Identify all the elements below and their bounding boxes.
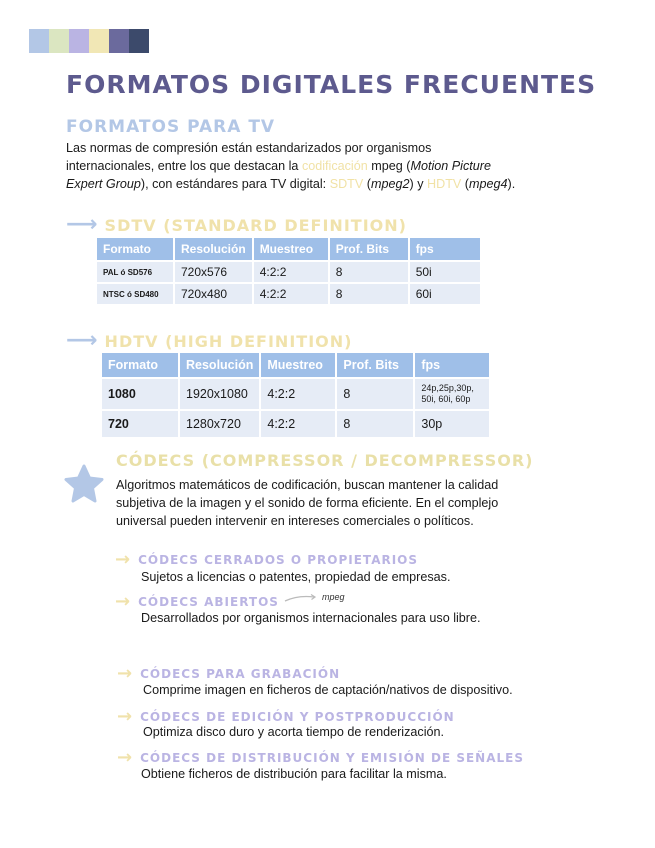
- codecs-heading: CÓDECS (COMPRESSOR / DECOMPRESSOR): [116, 451, 534, 470]
- codec-item-title: → CÓDECS DE EDICIÓN Y POSTPRODUCCIÓN: [117, 706, 455, 727]
- table-cell: 8: [329, 283, 409, 304]
- arrow-right-icon: ⟶: [66, 212, 99, 237]
- arrow-right-icon: →: [117, 747, 134, 768]
- codec-item-title: → CÓDECS PARA GRABACIÓN: [117, 663, 341, 684]
- table-cell: 8: [336, 410, 414, 437]
- highlight-sdtv: SDTV: [329, 177, 364, 191]
- table-cell: 720: [102, 410, 179, 437]
- tv-line-2: internacionales, entre los que destacan la codificación mpeg (Motion Picture: [66, 159, 491, 173]
- table-cell: 50i: [409, 261, 481, 283]
- sdtv-heading: [66, 214, 407, 236]
- codec-item-desc: Sujetos a licencias o patentes, propiedad de empresas.: [141, 570, 451, 584]
- codec-item-title: → CÓDECS CERRADOS O PROPIETARIOS: [115, 549, 419, 570]
- codec-item-desc: Desarrollados por organismos internacionales para uso libre.: [141, 611, 481, 625]
- table-cell: 1280x720: [179, 410, 260, 437]
- hdtv-table: [102, 353, 491, 437]
- table-cell: 24p,25p,30p, 50i, 60i, 60p: [414, 378, 490, 410]
- codecs-line-3: universal pueden intervenir en intereses comerciales o políticos.: [116, 514, 474, 528]
- arrow-right-icon: →: [115, 591, 132, 612]
- table-header: Prof. Bits: [336, 353, 414, 378]
- arrow-right-icon: →: [117, 706, 134, 727]
- codec-item-desc: Comprime imagen en ficheros de captación/nativos de dispositivo.: [143, 683, 513, 697]
- table-row: [102, 410, 490, 437]
- tv-line-1: Las normas de compresión están estandarizados por organismos: [66, 141, 432, 155]
- swatch-4: [89, 29, 109, 53]
- table-header-row: [97, 238, 481, 261]
- table-cell: 1080: [102, 378, 179, 410]
- table-cell: 720x480: [174, 283, 253, 304]
- table-cell: 4:2:2: [260, 410, 336, 437]
- table-header: Muestreo: [260, 353, 336, 378]
- table-cell: 4:2:2: [253, 283, 329, 304]
- table-header: Resolución: [174, 238, 253, 261]
- codec-item-desc: Obtiene ficheros de distribución para facilitar la misma.: [141, 767, 447, 781]
- swatch-1: [29, 29, 49, 53]
- highlight-codificacion: codificación: [301, 159, 368, 173]
- table-header: Muestreo: [253, 238, 329, 261]
- codec-item-title: → CÓDECS DE DISTRIBUCIÓN Y EMISIÓN DE SEÑALES: [117, 747, 524, 768]
- codecs-paragraph: [116, 476, 498, 530]
- table-cell: PAL ó SD576: [97, 261, 174, 283]
- table-cell: 1920x1080: [179, 378, 260, 410]
- swatch-3: [69, 29, 89, 53]
- arrow-right-icon: ⟶: [66, 328, 99, 353]
- table-row: [102, 378, 490, 410]
- arrow-right-icon: →: [117, 663, 134, 684]
- highlight-hdtv: HDTV: [427, 177, 462, 191]
- table-cell: NTSC ó SD480: [97, 283, 174, 304]
- arrow-curve-icon: [284, 592, 320, 604]
- table-cell: 60i: [409, 283, 481, 304]
- mpeg-note: mpeg: [284, 592, 345, 604]
- codec-item-desc: Optimiza disco duro y acorta tiempo de renderización.: [143, 725, 444, 739]
- sdtv-heading-text: SDTV (STANDARD DEFINITION): [104, 215, 407, 235]
- table-cell: 4:2:2: [253, 261, 329, 283]
- page-title: FORMATOS DIGITALES FRECUENTES: [66, 70, 597, 99]
- color-palette: [29, 29, 149, 53]
- sdtv-table: [97, 238, 482, 304]
- star-icon: [63, 463, 105, 505]
- swatch-5: [109, 29, 129, 53]
- tv-paragraph: [66, 139, 515, 193]
- table-cell: 30p: [414, 410, 490, 437]
- table-row: [97, 261, 481, 283]
- table-header: fps: [414, 353, 490, 378]
- table-header: fps: [409, 238, 481, 261]
- codec-item-title: → CÓDECS ABIERTOS: [115, 591, 279, 612]
- table-header: Resolución: [179, 353, 260, 378]
- table-cell: 8: [336, 378, 414, 410]
- swatch-2: [49, 29, 69, 53]
- table-header: Formato: [97, 238, 174, 261]
- table-cell: 720x576: [174, 261, 253, 283]
- hdtv-heading: [66, 330, 352, 352]
- codecs-line-2: subjetiva de la imagen y el sonido de forma eficiente. En el complejo: [116, 496, 499, 510]
- table-row: [97, 283, 481, 304]
- arrow-right-icon: →: [115, 549, 132, 570]
- tv-line-3: Expert Group), con estándares para TV digital: SDTV (mpeg2) y HDTV (mpeg4).: [66, 177, 516, 191]
- hdtv-heading-text: HDTV (HIGH DEFINITION): [104, 331, 353, 351]
- tv-heading: FORMATOS PARA TV: [66, 117, 276, 137]
- table-header-row: [102, 353, 490, 378]
- codecs-line-1: Algoritmos matemáticos de codificación, buscan mantener la calidad: [116, 478, 499, 492]
- table-cell: 8: [329, 261, 409, 283]
- table-cell: 4:2:2: [260, 378, 336, 410]
- table-header: Prof. Bits: [329, 238, 409, 261]
- table-header: Formato: [102, 353, 179, 378]
- swatch-6: [129, 29, 149, 53]
